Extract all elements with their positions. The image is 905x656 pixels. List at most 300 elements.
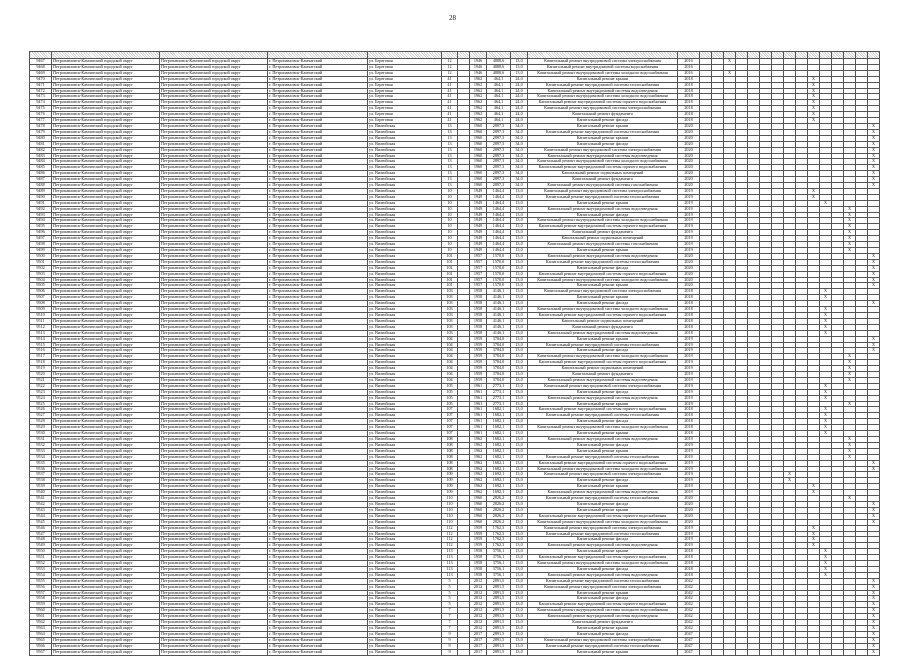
cell-mark: X	[844, 372, 856, 378]
cell-municipality: Петропавловск-Камчатский городской округ	[52, 637, 160, 643]
cell-house-number: 10	[442, 212, 458, 218]
cell-locality: г. Петропавловск-Камчатский	[268, 460, 368, 466]
cell-planned-year: 2020	[678, 259, 700, 265]
cell-house-number: 10	[442, 188, 458, 194]
cell-area: 1464,4	[487, 206, 511, 212]
header-cell	[808, 52, 820, 59]
cell-street: ул. Береговая	[368, 76, 442, 82]
cell-house-number: 109	[442, 472, 458, 478]
cell-locality: г. Петропавловск-Камчатский	[268, 59, 368, 65]
cell-wear-percent: 13,0	[511, 460, 528, 466]
cell-locality: г. Петропавловск-Камчатский	[268, 437, 368, 443]
cell-settlement-district: Петропавловск-Камчатский городской округ	[160, 183, 268, 189]
cell-locality: г. Петропавловск-Камчатский	[268, 389, 368, 395]
cell-settlement-district: Петропавловск-Камчатский городской округ	[160, 354, 268, 360]
cell-municipality: Петропавловск-Камчатский городской округ	[52, 437, 160, 443]
cell-work-type: Капитальный ремонт фасада	[528, 141, 678, 147]
cell-planned-year: 2042	[678, 590, 700, 596]
cell-house-number: 113	[442, 566, 458, 572]
cell-year-built: 1960	[470, 519, 487, 525]
cell-mark: X	[808, 112, 820, 118]
cell-house-number: 12	[442, 64, 458, 70]
cell-wear-percent: 24,0	[511, 94, 528, 100]
cell-planned-year: 2019	[678, 466, 700, 472]
cell-street: ул. Вилюйская	[368, 129, 442, 135]
cell-mark: X	[844, 360, 856, 366]
cell-year-built: 1958	[470, 295, 487, 301]
cell-wear-percent: 13,0	[511, 566, 528, 572]
cell-area: 2897,3	[487, 129, 511, 135]
cell-work-type: Капитальный ремонт внутридомовой системы электроснабжения	[528, 584, 678, 590]
cell-work-type: Капитальный ремонт крыши	[528, 649, 678, 655]
cell-wear-percent: 13,0	[511, 253, 528, 259]
cell-street: ул. Вилюйская	[368, 637, 442, 643]
cell-locality: г. Петропавловск-Камчатский	[268, 135, 368, 141]
cell-work-type: Капитальный ремонт внутридомовой системы теплоснабжения	[528, 82, 678, 88]
cell-row-number: 9545	[30, 519, 52, 525]
cell-locality: г. Петропавловск-Камчатский	[268, 366, 368, 372]
cell-settlement-district: Петропавловск-Камчатский городской округ	[160, 88, 268, 94]
cell-settlement-district: Петропавловск-Камчатский городской округ	[160, 525, 268, 531]
cell-house-number: 112	[442, 537, 458, 543]
cell-year-built: 1958	[470, 301, 487, 307]
cell-locality: г. Петропавловск-Камчатский	[268, 76, 368, 82]
cell-row-number: 9518	[30, 360, 52, 366]
cell-mark: X	[844, 230, 856, 236]
cell-area: 2891,5	[487, 578, 511, 584]
cell-row-number: 9520	[30, 372, 52, 378]
cell-area: 2891,5	[487, 643, 511, 649]
cell-wear-percent: 13,0	[511, 578, 528, 584]
cell-municipality: Петропавловск-Камчатский городской округ	[52, 354, 160, 360]
cell-wear-percent: 13,0	[511, 507, 528, 513]
cell-street: ул. Вилюйская	[368, 419, 442, 425]
cell-year-built: 1949	[470, 188, 487, 194]
cell-house-number: 110	[442, 513, 458, 519]
cell-street: ул. Вилюйская	[368, 153, 442, 159]
cell-area: 464,1	[487, 88, 511, 94]
cell-wear-percent: 13,0	[511, 478, 528, 484]
cell-locality: г. Петропавловск-Камчатский	[268, 64, 368, 70]
cell-settlement-district: Петропавловск-Камчатский городской округ	[160, 141, 268, 147]
cell-street: ул. Вилюйская	[368, 501, 442, 507]
cell-house-number: 113	[442, 555, 458, 561]
cell-planned-year: 2019	[678, 437, 700, 443]
cell-municipality: Петропавловск-Камчатский городской округ	[52, 94, 160, 100]
cell-row-number: 9503	[30, 271, 52, 277]
cell-mark: X	[844, 496, 856, 502]
cell-row-number: 9531	[30, 437, 52, 443]
cell-wear-percent: 13,0	[511, 330, 528, 336]
cell-work-type: Капитальный ремонт крыши	[528, 626, 678, 632]
cell-planned-year: 2019	[678, 342, 700, 348]
cell-locality: г. Петропавловск-Камчатский	[268, 431, 368, 437]
cell-planned-year: 2020	[678, 501, 700, 507]
cell-wear-percent: 13,0	[511, 318, 528, 324]
cell-row-number: 9484	[30, 159, 52, 165]
cell-planned-year: 2042	[678, 584, 700, 590]
cell-municipality: Петропавловск-Камчатский городской округ	[52, 248, 160, 254]
cell-mark: X	[808, 188, 820, 194]
cell-area: 2891,5	[487, 637, 511, 643]
cell-wear-percent: 13,0	[511, 608, 528, 614]
cell-locality: г. Петропавловск-Камчатский	[268, 248, 368, 254]
cell-planned-year: 2016	[678, 64, 700, 70]
cell-area: 2891,5	[487, 608, 511, 614]
cell-mark	[820, 649, 832, 655]
cell-planned-year: 2020	[678, 165, 700, 171]
cell-wear-percent: 13,0	[511, 289, 528, 295]
cell-wear-percent: 24,0	[511, 112, 528, 118]
cell-planned-year: 2018	[678, 76, 700, 82]
cell-settlement-district: Петропавловск-Камчатский городской округ	[160, 484, 268, 490]
cell-street: ул. Вилюйская	[368, 248, 442, 254]
cell-wear-percent: 13,0	[511, 301, 528, 307]
cell-planned-year: 2019	[678, 230, 700, 236]
cell-settlement-district: Петропавловск-Камчатский городской округ	[160, 188, 268, 194]
cell-work-type: Капитальный ремонт крыши	[528, 123, 678, 129]
cell-wear-percent: 13,0	[511, 555, 528, 561]
cell-work-type: Капитальный ремонт внутридомовой системы горячего водоснабжения	[528, 555, 678, 561]
cell-wear-percent: 13,0	[511, 413, 528, 419]
cell-street: ул. Вилюйская	[368, 188, 442, 194]
cell-municipality: Петропавловск-Камчатский городской округ	[52, 372, 160, 378]
cell-year-built: 1960	[470, 177, 487, 183]
cell-settlement-district: Петропавловск-Камчатский городской округ	[160, 584, 268, 590]
cell-house-number: 108	[442, 466, 458, 472]
cell-year-built: 1958	[470, 566, 487, 572]
cell-street: ул. Вилюйская	[368, 484, 442, 490]
cell-mark: X	[808, 94, 820, 100]
cell-municipality: Петропавловск-Камчатский городской округ	[52, 183, 160, 189]
cell-row-number: 9492	[30, 206, 52, 212]
cell-work-type: Капитальный ремонт внутридомовой системы холодного водоснабжения	[528, 466, 678, 472]
cell-locality: г. Петропавловск-Камчатский	[268, 478, 368, 484]
cell-row-number: 9473	[30, 94, 52, 100]
cell-year-built: 1961	[470, 389, 487, 395]
cell-street: ул. Береговая	[368, 82, 442, 88]
cell-work-type: Капитальный ремонт внутридомовой системы теплоснабжения	[528, 578, 678, 584]
cell-locality: г. Петропавловск-Камчатский	[268, 626, 368, 632]
register-table-sheet	[29, 51, 879, 654]
cell-area: 3784,0	[487, 377, 511, 383]
cell-row-number: 9510	[30, 312, 52, 318]
cell-year-built: 1961	[470, 425, 487, 431]
cell-locality: г. Петропавловск-Камчатский	[268, 70, 368, 76]
cell-mark: X	[868, 513, 880, 519]
cell-house-number: 110	[442, 507, 458, 513]
cell-locality: г. Петропавловск-Камчатский	[268, 454, 368, 460]
cell-settlement-district: Петропавловск-Камчатский городской округ	[160, 153, 268, 159]
register-table	[29, 51, 880, 656]
cell-row-number: 9525	[30, 401, 52, 407]
cell-work-type: Капитальный ремонт крыши	[528, 336, 678, 342]
cell-street: ул. Вилюйская	[368, 448, 442, 454]
cell-municipality: Петропавловск-Камчатский городской округ	[52, 561, 160, 567]
cell-locality: г. Петропавловск-Камчатский	[268, 165, 368, 171]
cell-planned-year: 2019	[678, 348, 700, 354]
cell-house-number: 7	[442, 626, 458, 632]
cell-street: ул. Вилюйская	[368, 472, 442, 478]
cell-work-type: Капитальный ремонт внутридомовой системы электроснабжения	[528, 289, 678, 295]
cell-street: ул. Вилюйская	[368, 218, 442, 224]
cell-house-number: 113	[442, 561, 458, 567]
cell-row-number: 9557	[30, 590, 52, 596]
cell-house-number: 104	[442, 377, 458, 383]
cell-year-built: 1961	[470, 413, 487, 419]
cell-mark: X	[868, 253, 880, 259]
cell-row-number: 9489	[30, 188, 52, 194]
cell-planned-year: 2019	[678, 206, 700, 212]
cell-locality: г. Петропавловск-Камчатский	[268, 318, 368, 324]
cell-house-number: 10	[442, 224, 458, 230]
cell-planned-year: 2020	[678, 253, 700, 259]
cell-settlement-district: Петропавловск-Камчатский городской округ	[160, 206, 268, 212]
cell-planned-year: 2019	[678, 212, 700, 218]
cell-row-number: 9486	[30, 171, 52, 177]
cell-planned-year: 2018	[678, 324, 700, 330]
cell-mark: X	[844, 377, 856, 383]
cell-locality: г. Петропавловск-Камчатский	[268, 419, 368, 425]
cell-house-number: 101	[442, 277, 458, 283]
cell-planned-year: 2019	[678, 354, 700, 360]
cell-municipality: Петропавловск-Камчатский городской округ	[52, 513, 160, 519]
cell-locality: г. Петропавловск-Камчатский	[268, 643, 368, 649]
cell-year-built: 2012	[470, 596, 487, 602]
cell-row-number: 9563	[30, 626, 52, 632]
cell-row-number: 9521	[30, 377, 52, 383]
cell-area: 1682,1	[487, 437, 511, 443]
cell-year-built: 1960	[470, 135, 487, 141]
cell-row-number: 9493	[30, 212, 52, 218]
cell-wear-percent: 13,0	[511, 377, 528, 383]
cell-house-number: 10	[442, 194, 458, 200]
cell-work-type: Капитальный ремонт крыши	[528, 431, 678, 437]
cell-street: ул. Береговая	[368, 64, 442, 70]
header-cell	[487, 52, 511, 59]
cell-wear-percent: 13,0	[511, 425, 528, 431]
cell-municipality: Петропавловск-Камчатский городской округ	[52, 106, 160, 112]
cell-municipality: Петропавловск-Камчатский городской округ	[52, 336, 160, 342]
cell-wear-percent: 13,0	[511, 614, 528, 620]
header-cell	[368, 52, 442, 59]
cell-house-number: 104	[442, 342, 458, 348]
cell-street: ул. Береговая	[368, 100, 442, 106]
cell-locality: г. Петропавловск-Камчатский	[268, 236, 368, 242]
cell-mark: X	[844, 224, 856, 230]
cell-year-built: 1960	[470, 183, 487, 189]
cell-year-built: 1949	[470, 218, 487, 224]
cell-locality: г. Петропавловск-Камчатский	[268, 596, 368, 602]
cell-settlement-district: Петропавловск-Камчатский городской округ	[160, 572, 268, 578]
cell-house-number: 104	[442, 360, 458, 366]
cell-mark: X	[820, 324, 832, 330]
cell-planned-year: 2019	[678, 224, 700, 230]
cell-settlement-district: Петропавловск-Камчатский городской округ	[160, 413, 268, 419]
cell-house-number: 108	[442, 448, 458, 454]
cell-settlement-district: Петропавловск-Камчатский городской округ	[160, 312, 268, 318]
cell-year-built: 1946	[470, 59, 487, 65]
cell-work-type: Капитальный ремонт подвальных помещений	[528, 236, 678, 242]
cell-mark: X	[868, 643, 880, 649]
cell-municipality: Петропавловск-Камчатский городской округ	[52, 626, 160, 632]
cell-work-type: Капитальный ремонт внутридомовой системы электроснабжения	[528, 59, 678, 65]
cell-area: 2891,5	[487, 626, 511, 632]
cell-row-number: 9498	[30, 242, 52, 248]
cell-settlement-district: Петропавловск-Камчатский городской округ	[160, 501, 268, 507]
cell-wear-percent: 13,0	[511, 277, 528, 283]
cell-area: 1570,0	[487, 271, 511, 277]
cell-mark: X	[820, 389, 832, 395]
cell-wear-percent: 24,0	[511, 76, 528, 82]
cell-row-number: 9543	[30, 507, 52, 513]
cell-municipality: Петропавловск-Камчатский городской округ	[52, 118, 160, 124]
cell-planned-year: 2020	[678, 159, 700, 165]
cell-locality: г. Петропавловск-Камчатский	[268, 253, 368, 259]
cell-municipality: Петропавловск-Камчатский городской округ	[52, 419, 160, 425]
cell-year-built: 1962	[470, 448, 487, 454]
cell-street: ул. Вилюйская	[368, 212, 442, 218]
cell-planned-year: 2019	[678, 194, 700, 200]
cell-planned-year: 2019	[678, 543, 700, 549]
cell-house-number: 12	[442, 59, 458, 65]
cell-municipality: Петропавловск-Камчатский городской округ	[52, 129, 160, 135]
cell-planned-year: 2042	[678, 602, 700, 608]
cell-row-number: 9526	[30, 407, 52, 413]
cell-area: 2891,5	[487, 596, 511, 602]
cell-row-number: 9512	[30, 324, 52, 330]
cell-mark: X	[808, 484, 820, 490]
cell-settlement-district: Петропавловск-Камчатский городской округ	[160, 259, 268, 265]
cell-work-type: Капитальный ремонт фасада	[528, 301, 678, 307]
cell-year-built: 1962	[470, 472, 487, 478]
cell-house-number: 104	[442, 336, 458, 342]
cell-house-number: 110	[442, 496, 458, 502]
header-cell	[748, 52, 760, 59]
cell-row-number: 9546	[30, 525, 52, 531]
cell-work-type: Капитальный ремонт крыши	[528, 590, 678, 596]
cell-municipality: Петропавловск-Камчатский городской округ	[52, 324, 160, 330]
cell-year-built: 1959	[470, 543, 487, 549]
cell-work-type: Капитальный ремонт внутридомовой системы холодного водоснабжения	[528, 277, 678, 283]
cell-area: 1682,1	[487, 466, 511, 472]
cell-year-built: 1962	[470, 460, 487, 466]
cell-row-number: 9469	[30, 70, 52, 76]
cell-street: ул. Вилюйская	[368, 525, 442, 531]
cell-municipality: Петропавловск-Камчатский городской округ	[52, 401, 160, 407]
cell-street: ул. Береговая	[368, 70, 442, 76]
cell-municipality: Петропавловск-Камчатский городской округ	[52, 643, 160, 649]
cell-house-number: 103	[442, 312, 458, 318]
cell-row-number: 9508	[30, 301, 52, 307]
cell-row-number: 9477	[30, 118, 52, 124]
cell-settlement-district: Петропавловск-Камчатский городской округ	[160, 200, 268, 206]
cell-settlement-district: Петропавловск-Камчатский городской округ	[160, 360, 268, 366]
cell-settlement-district: Петропавловск-Камчатский городской округ	[160, 431, 268, 437]
cell-work-type: Капитальный ремонт внутридомовой системы теплоснабжения	[528, 194, 678, 200]
cell-street: ул. Вилюйская	[368, 277, 442, 283]
cell-municipality: Петропавловск-Камчатский городской округ	[52, 490, 160, 496]
cell-planned-year: 2019	[678, 360, 700, 366]
cell-planned-year: 2020	[678, 265, 700, 271]
cell-municipality: Петропавловск-Камчатский городской округ	[52, 484, 160, 490]
cell-mark: X	[868, 265, 880, 271]
cell-area: 1464,4	[487, 212, 511, 218]
cell-municipality: Петропавловск-Камчатский городской округ	[52, 277, 160, 283]
cell-year-built: 1949	[470, 194, 487, 200]
cell-wear-percent: 13,0	[511, 366, 528, 372]
cell-area: 3756,1	[487, 549, 511, 555]
cell-mark: X	[820, 413, 832, 419]
header-row	[30, 52, 880, 59]
cell-settlement-district: Петропавловск-Камчатский городской округ	[160, 478, 268, 484]
cell-house-number: 104	[442, 354, 458, 360]
cell-mark: X	[808, 118, 820, 124]
cell-settlement-district: Петропавловск-Камчатский городской округ	[160, 614, 268, 620]
cell-locality: г. Петропавловск-Камчатский	[268, 330, 368, 336]
cell-wear-percent: 13,0	[511, 265, 528, 271]
cell-municipality: Петропавловск-Камчатский городской округ	[52, 200, 160, 206]
cell-mark: X	[844, 448, 856, 454]
cell-wear-percent: 13,0	[511, 620, 528, 626]
cell-house-number: 109	[442, 478, 458, 484]
cell-settlement-district: Петропавловск-Камчатский городской округ	[160, 248, 268, 254]
cell-municipality: Петропавловск-Камчатский городской округ	[52, 271, 160, 277]
cell-year-built: 1962	[470, 484, 487, 490]
cell-wear-percent: 13,0	[511, 224, 528, 230]
cell-area: 464,1	[487, 94, 511, 100]
cell-row-number: 9548	[30, 537, 52, 543]
cell-wear-percent: 13,0	[511, 259, 528, 265]
cell-mark: X	[844, 248, 856, 254]
cell-wear-percent: 13,0	[511, 307, 528, 313]
cell-row-number: 9491	[30, 200, 52, 206]
cell-house-number: 10	[442, 200, 458, 206]
cell-planned-year: 2018	[678, 566, 700, 572]
cell-wear-percent: 13,0	[511, 206, 528, 212]
cell-work-type: Капитальный ремонт подвальных помещений	[528, 171, 678, 177]
cell-locality: г. Петропавловск-Камчатский	[268, 608, 368, 614]
cell-locality: г. Петропавловск-Камчатский	[268, 525, 368, 531]
cell-mark	[748, 649, 760, 655]
cell-planned-year: 2016	[678, 59, 700, 65]
cell-settlement-district: Петропавловск-Камчатский городской округ	[160, 407, 268, 413]
cell-municipality: Петропавловск-Камчатский городской округ	[52, 366, 160, 372]
cell-locality: г. Петропавловск-Камчатский	[268, 265, 368, 271]
cell-area: 3756,1	[487, 572, 511, 578]
cell-mark: X	[868, 336, 880, 342]
cell-planned-year: 2018	[678, 301, 700, 307]
cell-locality: г. Петропавловск-Камчатский	[268, 177, 368, 183]
cell-municipality: Петропавловск-Камчатский городской округ	[52, 555, 160, 561]
cell-house-number: 109	[442, 484, 458, 490]
cell-locality: г. Петропавловск-Камчатский	[268, 123, 368, 129]
cell-locality: г. Петропавловск-Камчатский	[268, 513, 368, 519]
cell-wear-percent: 13,0	[511, 218, 528, 224]
cell-settlement-district: Петропавловск-Камчатский городской округ	[160, 194, 268, 200]
cell-area: 464,1	[487, 112, 511, 118]
cell-settlement-district: Петропавловск-Камчатский городской округ	[160, 419, 268, 425]
cell-street: ул. Береговая	[368, 59, 442, 65]
cell-locality: г. Петропавловск-Камчатский	[268, 295, 368, 301]
cell-work-type: Капитальный ремонт фасада	[528, 419, 678, 425]
cell-mark	[700, 649, 712, 655]
cell-wear-percent: 13,0	[511, 631, 528, 637]
cell-row-number: 9551	[30, 555, 52, 561]
cell-municipality: Петропавловск-Камчатский городской округ	[52, 620, 160, 626]
cell-wear-percent: 24,0	[511, 118, 528, 124]
cell-year-built: 1958	[470, 289, 487, 295]
